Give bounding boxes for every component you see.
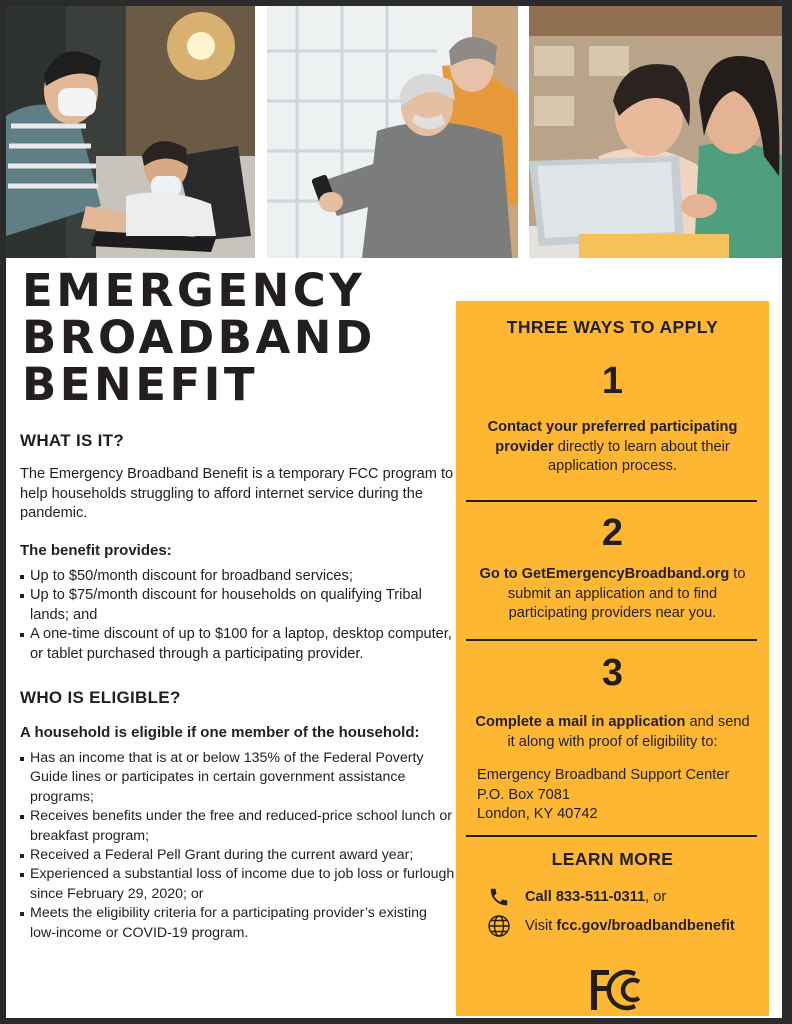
flyer-page bbox=[6, 6, 782, 1018]
step-bold-text: Complete a mail in application bbox=[475, 714, 686, 730]
step-number: 2 bbox=[601, 512, 624, 554]
list-item: Has an income that is at or below 135% of the Federal Poverty Guide lines or participates in certain government assistance programs; bbox=[20, 749, 455, 807]
divider bbox=[466, 500, 757, 502]
list-item: A one-time discount of up to $100 for a laptop, desktop computer, or tablet purchased through a participating provider. bbox=[20, 625, 455, 664]
title-line: EMERGENCY bbox=[22, 264, 366, 317]
globe-icon bbox=[486, 913, 512, 939]
website-link[interactable]: fcc.gov/broadbandbenefit bbox=[556, 918, 735, 934]
father-and-son-working-photo bbox=[6, 6, 255, 258]
phone-number-link[interactable]: Call 833-511-0311 bbox=[525, 889, 646, 905]
two-girls-with-tablet-photo bbox=[529, 6, 782, 258]
learn-more-heading: LEARN MORE bbox=[551, 849, 674, 869]
visit-prefix: Visit bbox=[525, 918, 557, 934]
mailing-address bbox=[477, 766, 729, 825]
list-item: Up to $50/month discount for broadband services; bbox=[20, 567, 455, 587]
step-bold-text: Contact your preferred participating provider bbox=[487, 419, 738, 455]
step-rest-text: to submit an application and to find participating providers near you. bbox=[507, 566, 746, 621]
divider bbox=[466, 835, 757, 837]
step-rest-text: and send it along with proof of eligibility to: bbox=[507, 714, 750, 750]
older-couple-using-phone-photo bbox=[267, 6, 518, 258]
list-item: Experienced a substantial loss of income due to job loss or furlough since February 29, 2020; or bbox=[20, 865, 455, 904]
step-number: 3 bbox=[601, 652, 624, 694]
address-line: London, KY 40742 bbox=[477, 806, 598, 822]
eligible-heading: WHO IS ELIGIBLE? bbox=[20, 688, 181, 707]
divider bbox=[466, 639, 757, 641]
web-contact bbox=[486, 913, 735, 939]
title-line: BROADBAND bbox=[22, 311, 376, 364]
benefit-heading: The benefit provides: bbox=[20, 541, 172, 559]
phone-suffix: , or bbox=[645, 889, 667, 905]
step-bold-text: Go to GetEmergencyBroadband.org bbox=[479, 566, 730, 582]
phone-icon bbox=[486, 884, 512, 910]
list-item: Received a Federal Pell Grant during the current award year; bbox=[20, 846, 455, 865]
eligible-subheading: A household is eligible if one member of the household: bbox=[20, 724, 420, 741]
apply-panel bbox=[456, 301, 769, 1016]
list-item: Receives benefits under the free and reduced-price school lunch or breakfast program; bbox=[20, 807, 455, 846]
fcc-logo bbox=[589, 966, 647, 1014]
step-number: 1 bbox=[601, 360, 624, 402]
eligible-list bbox=[20, 749, 455, 943]
list-item: Up to $75/month discount for households on qualifying Tribal lands; and bbox=[20, 586, 455, 625]
phone-contact bbox=[486, 884, 666, 910]
step-rest-text: directly to learn about their application process. bbox=[548, 438, 730, 474]
page-title bbox=[22, 264, 376, 411]
list-item: Meets the eligibility criteria for a participating provider’s existing low-income or COVID-19 program. bbox=[20, 904, 455, 943]
step-text bbox=[470, 713, 755, 752]
info-column bbox=[20, 430, 455, 943]
apply-heading: THREE WAYS TO APPLY bbox=[506, 317, 719, 337]
what-is-it-text: The Emergency Broadband Benefit is a temporary FCC program to help households struggling to afford internet service during the pandemic. bbox=[20, 466, 454, 521]
address-line: P.O. Box 7081 bbox=[477, 786, 571, 803]
what-is-it-heading: WHAT IS IT? bbox=[20, 431, 125, 450]
address-line: Emergency Broadband Support Center bbox=[477, 767, 730, 783]
title-line: BENEFIT bbox=[22, 358, 259, 411]
step-text bbox=[470, 418, 755, 477]
benefit-list bbox=[20, 567, 455, 665]
step-text bbox=[470, 565, 755, 624]
